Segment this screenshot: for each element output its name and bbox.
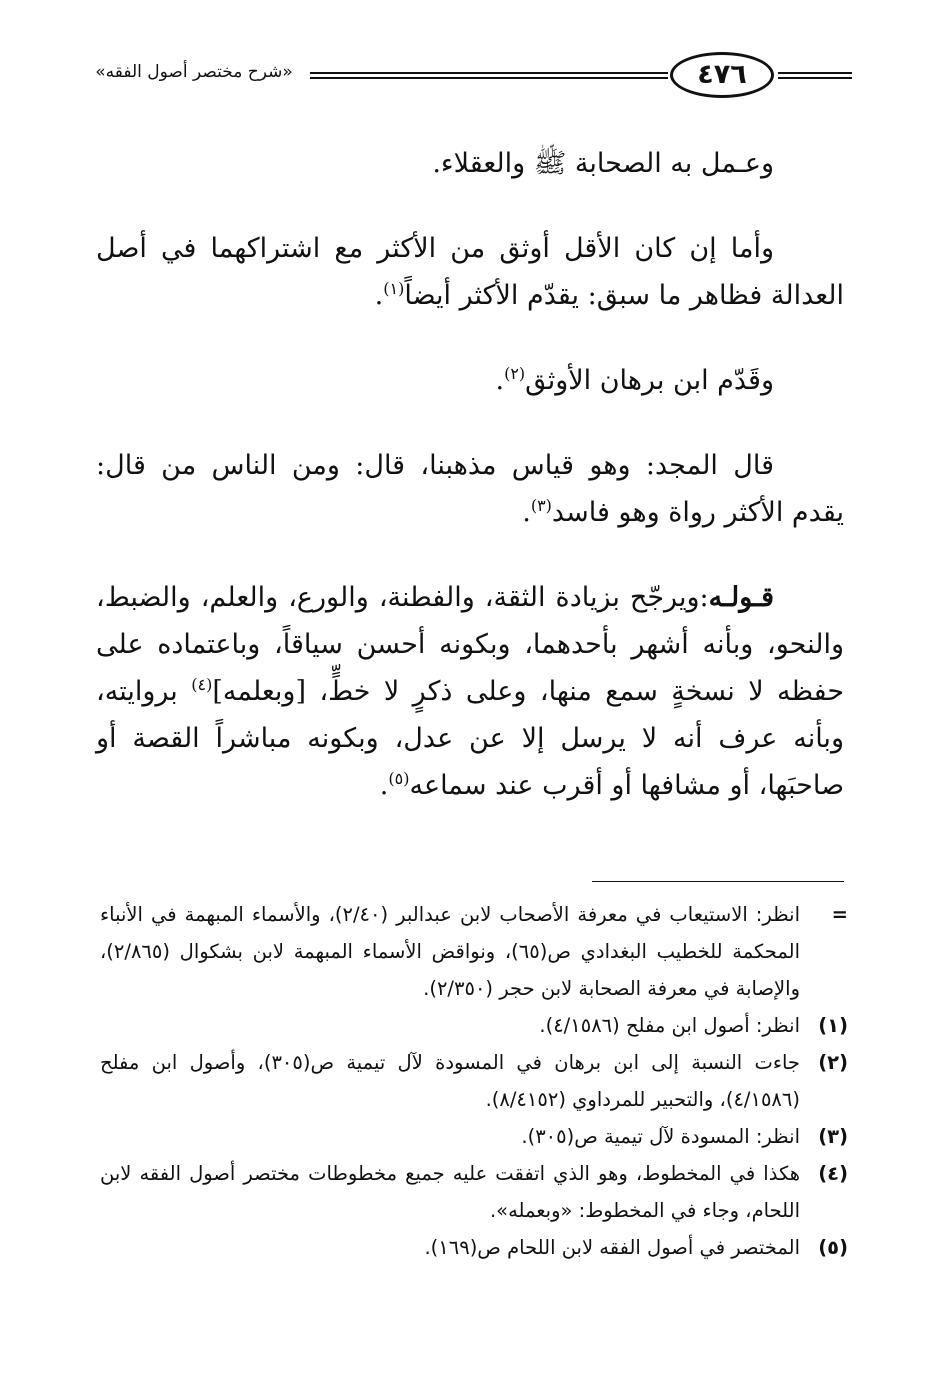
footnote-text: انظر: أصول ابن مفلح (٤/١٥٨٦). [539, 1014, 800, 1037]
footnote-1 [100, 1007, 848, 1044]
footnote-ref-4: (٤) [191, 675, 213, 694]
paragraph-4-text: قال المجد: وهو قياس مذهبنا، قال: ومن الناس من قال: يقدم الأكثر رواة وهو فاسد [96, 450, 844, 528]
footnote-mark: (٤) [818, 1162, 848, 1185]
running-title: «شرح مختصر أصول الفقه» [95, 62, 293, 82]
footnote-separator [592, 881, 844, 882]
paragraph-3 [96, 357, 844, 404]
footnote-text: انظر: الاستيعاب في معرفة الأصحاب لابن عبدالبر (٢/٤٠)، والأسماء المبهمة في الأنباء المحكمة للخطيب البغدادي ص(٦٥)، ونواقض الأسماء المبهمة لابن بشكوال (٢/٨٦٥)، والإصابة في معرفة الصحابة لابن حجر (٢/٣٥٠). [100, 903, 800, 1000]
footnotes [100, 896, 848, 1266]
main-text [96, 140, 844, 809]
footnote-ref-2: (٢) [504, 364, 526, 383]
footnote-ref-3: (٣) [530, 496, 552, 515]
paragraph-5-text-b: بروايته، وبأنه عرف أنه لا يرسل إلا عن عدل، وبكونه مباشراً القصة أو صاحبَها، أو مشافها أو أقرب عند سماعه [96, 676, 844, 801]
footnote-3 [100, 1118, 848, 1155]
paragraph-4-period: . [522, 497, 531, 528]
paragraph-3-text: وقَدّم ابن برهان الأوثق [525, 365, 774, 396]
footnote-4 [100, 1155, 848, 1229]
qawluhu-label: قـولـه [708, 582, 774, 613]
footnote-mark: (٥) [818, 1236, 848, 1259]
paragraph-5-period: . [379, 770, 389, 801]
paragraph-2-text: وأما إن كان الأقل أوثق من الأكثر مع اشتراكهما في أصل العدالة فظاهر ما سبق: يقدّم الأكثر أيضاً [96, 233, 844, 311]
paragraph-1-text: وعـمل به الصحابة ﷺ والعقلاء. [432, 148, 774, 179]
footnote-text: جاءت النسبة إلى ابن برهان في المسودة لآل تيمية ص(٣٠٥)، وأصول ابن مفلح (٤/١٥٨٦)، والتحبير للمرداوي (٨/٤١٥٢). [100, 1051, 800, 1111]
footnote-2 [100, 1044, 848, 1118]
paragraph-2 [96, 225, 844, 319]
paragraph-2-period: . [374, 280, 384, 311]
footnote-mark: = [831, 903, 848, 926]
footnote-text: هكذا في المخطوط، وهو الذي اتفقت عليه جميع مخطوطات مختصر أصول الفقه لابن اللحام، وجاء في المخطوط: «وبعمله». [100, 1162, 800, 1222]
header-rule-left [310, 72, 668, 79]
footnote-mark: (٢) [818, 1051, 848, 1074]
footnote-continued [100, 896, 848, 1007]
header-rule-right [778, 72, 852, 79]
paragraph-5-text-a: :ويرجّح بزيادة الثقة، والفطنة، والورع، والعلم، والضبط، والنحو، وبأنه أشهر بأحدهما، وبكونه أحسن سياقاً، وباعتماده على حفظه لا نسخةٍ سمع منها، وعلى ذكرٍ لا خطٍّ، [وبعلمه] [96, 582, 845, 707]
paragraph-5 [96, 574, 844, 809]
footnote-ref-5: (٥) [388, 769, 410, 788]
footnote-text: المختصر في أصول الفقه لابن اللحام ص(١٦٩). [424, 1236, 800, 1259]
footnote-mark: (١) [818, 1014, 848, 1037]
paragraph-3-period: . [495, 365, 505, 396]
paragraph-4 [96, 442, 844, 536]
footnote-5 [100, 1229, 848, 1266]
footnote-ref-1: (١) [383, 279, 405, 298]
footnote-text: انظر: المسودة لآل تيمية ص(٣٠٥). [521, 1125, 800, 1148]
page-header [88, 52, 852, 104]
paragraph-1 [96, 140, 844, 187]
footnote-mark: (٣) [818, 1125, 848, 1148]
page-number-oval: ٤٧٦ [670, 52, 774, 98]
